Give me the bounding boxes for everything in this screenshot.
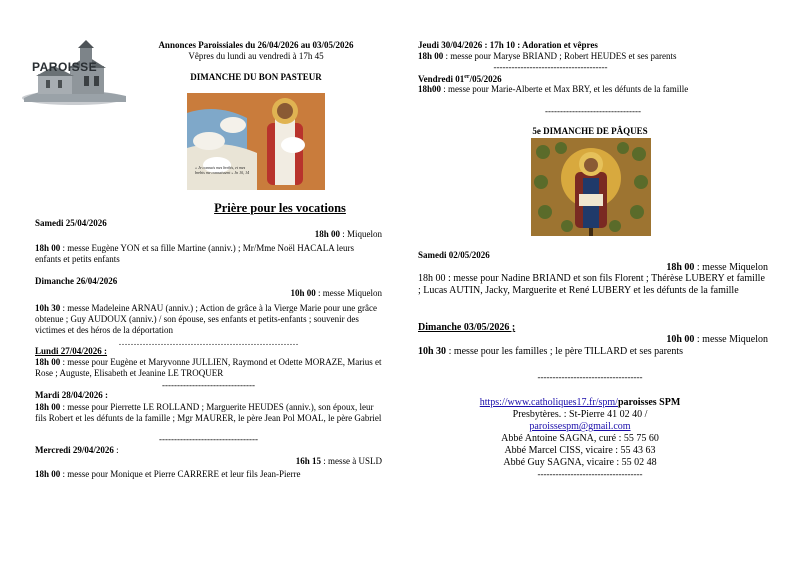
christ-vine-icon-image bbox=[531, 138, 651, 236]
friday-mass: 18h00 : messe pour Marie-Alberte et Max BRY, et les défunts de la famille bbox=[418, 84, 689, 94]
saturday-0205-miquelon: 18h 00 : messe Miquelon bbox=[666, 262, 768, 273]
separator: --------------------------------- bbox=[159, 434, 258, 444]
saturday-0205-mass: 18h 00 : messe pour Nadine BRIAND et son fils Florent ; Thérèse LUBERY et famille ; Lucas AUTIN, Jacky, Marguerite et René LUBERY et les défunts de la famille bbox=[418, 273, 765, 296]
email-line bbox=[440, 421, 720, 433]
separator: ----------------------------------- bbox=[537, 469, 643, 479]
saturday-miquelon: 18h 00 : Miquelon bbox=[314, 229, 382, 239]
contact-vicaire-1: Abbé Marcel CISS, vicaire : 55 43 63 bbox=[504, 445, 656, 456]
email-link[interactable]: paroissespm@gmail.com bbox=[529, 421, 631, 432]
contact-vicaire-2: Abbé Guy SAGNA, vicaire : 55 02 48 bbox=[503, 457, 657, 468]
presbytery-phone: Presbytères. : St-Pierre 41 02 40 / bbox=[512, 409, 648, 420]
tuesday-mass: 18h 00 : messe pour Pierrette LE ROLLAND ; Marguerite HEUDES (anniv.), son époux, leur fils Robert et les défunts de la famille ; Mgr MAURER, le père Jean Pol MOAL, le père Gabriel bbox=[35, 402, 382, 423]
parish-logo bbox=[18, 40, 130, 106]
separator: …………………………………………………… bbox=[118, 337, 299, 347]
image-caption: « Je connais mes brebis, et mes brebis me connaissent » Jn 10, 14 bbox=[195, 165, 250, 175]
sunday-0305-mass: 10h 30 : messe pour les familles ; le père TILLARD et ses parents bbox=[418, 346, 684, 357]
website-link[interactable]: https://www.catholiques17.fr/spm/ bbox=[479, 397, 618, 408]
vespers-note: Vêpres du lundi au vendredi à 17h 45 bbox=[188, 51, 324, 61]
sunday-mass: 10h 30 : messe Madeleine ARNAU (anniv.) ; Action de grâce à la Vierge Marie pour une grâce obtenue ; Guy AUDOUX (anniv.) / son épouse, ses enfants et petits-enfants ; souvenir des victimes et des héros de la déportation bbox=[35, 303, 377, 335]
separator: ----------------------------------- bbox=[537, 372, 643, 382]
sunday-0305-miquelon: 10h 00 : messe Miquelon bbox=[666, 334, 768, 345]
wednesday-usld: 16h 15 : messe à USLD bbox=[295, 456, 382, 466]
thursday-heading: Jeudi 30/04/2026 : 17h 10 : Adoration et vêpres bbox=[418, 40, 598, 50]
tuesday-heading: Mardi 28/04/2026 : bbox=[35, 390, 108, 400]
announcement-title: Annonces Paroissiales du 26/04/2026 au 03/05/2026 bbox=[158, 40, 354, 50]
prayer-title: Prière pour les vocations bbox=[214, 201, 346, 215]
logo-text: PAROISSE bbox=[32, 60, 98, 74]
monday-mass: 18h 00 : messe pour Eugène et Maryvonne JULLIEN, Raymond et Odette MORAZE, Marius et Rose ; Auguste, Elisabeth et Jeanine LE TROQUER bbox=[35, 357, 382, 378]
website-line: https://www.catholiques17.fr/spm/paroisses SPM bbox=[479, 397, 681, 408]
separator: ------------------------------- bbox=[162, 380, 255, 390]
wednesday-heading: Mercredi 29/04/2026 : bbox=[35, 445, 119, 455]
thursday-mass: 18h 00 : messe pour Maryse BRIAND ; Robert HEUDES et ses parents bbox=[418, 51, 677, 61]
sunday-0305-heading: Dimanche 03/05/2026 ; bbox=[418, 322, 516, 333]
sunday-miquelon: 10h 00 : messe Miquelon bbox=[290, 288, 382, 298]
friday-heading: Vendredi 01er/05/2026 bbox=[418, 74, 502, 84]
saturday-0205-heading: Samedi 02/05/2026 bbox=[418, 250, 490, 260]
sunday-heading: Dimanche 26/04/2026 bbox=[35, 276, 118, 286]
monday-heading: Lundi 27/04/2026 : bbox=[35, 346, 108, 356]
saturday-mass: 18h 00 : messe Eugène YON et sa fille Martine (anniv.) ; Mr/Mme Noël HACALA leurs enfants et petits enfants bbox=[35, 243, 355, 264]
separator: -------------------------------- bbox=[545, 106, 641, 116]
sunday-title: DIMANCHE DU BON PASTEUR bbox=[190, 72, 322, 82]
separator: -------------------------------------- bbox=[493, 62, 608, 72]
saturday-heading: Samedi 25/04/2026 bbox=[35, 218, 107, 228]
good-shepherd-image bbox=[187, 93, 325, 190]
wednesday-mass: 18h 00 : messe pour Monique et Pierre CARRERE et leur fils Jean-Pierre bbox=[35, 469, 301, 479]
contact-cure: Abbé Antoine SAGNA, curé : 55 75 60 bbox=[501, 433, 659, 444]
easter-title: 5e DIMANCHE DE PÂQUES bbox=[532, 126, 648, 136]
